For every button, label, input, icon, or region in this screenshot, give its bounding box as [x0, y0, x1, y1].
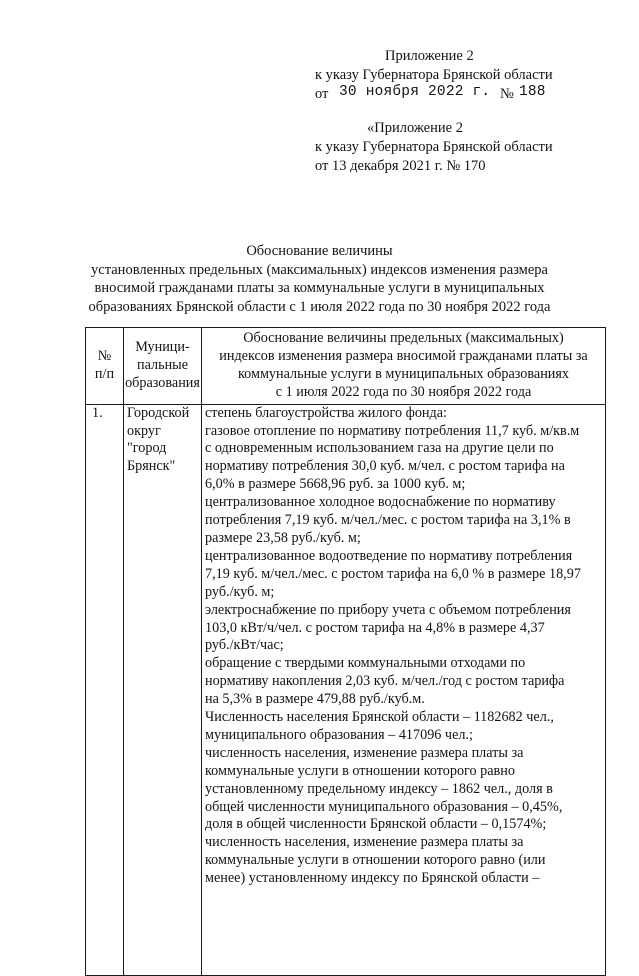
table-row — [86, 404, 606, 975]
justification-line: коммунальные услуги в отношении которого равно (или — [205, 852, 546, 869]
row-justification — [202, 404, 606, 975]
municipality-line: Городской — [127, 404, 190, 421]
municipality-line: "город — [127, 440, 167, 457]
row-number: 1. — [86, 404, 124, 975]
header-justification-line: Обоснование величины предельных (максимальных) — [243, 330, 564, 346]
justification-table — [85, 327, 606, 976]
justification-line: электроснабжение по прибору учета с объемом потребления — [205, 601, 571, 618]
appendix-new-date-stamp: 30 ноября 2022 г. — [339, 84, 491, 100]
title-line-2: установленных предельных (максимальных) индексов изменения размера — [91, 261, 548, 278]
appendix-new-line2: к указу Губернатора Брянской области — [315, 67, 553, 83]
justification-line: муниципального образования – 417096 чел.; — [205, 726, 473, 743]
justification-line: централизованное холодное водоснабжение по нормативу — [205, 494, 556, 511]
justification-line: обращение с твердыми коммунальными отходами по — [205, 655, 526, 672]
appendix-old-line3: от 13 декабря 2021 г. № 170 — [315, 158, 486, 174]
justification-line: численность населения, изменение размера платы за — [205, 834, 524, 851]
header-justification-line: коммунальные услуги в муниципальных образованиях — [237, 365, 570, 382]
justification-line: степень благоустройства жилого фонда: — [205, 404, 447, 421]
header-municipality-line: Муници- — [135, 338, 190, 355]
municipality-line: округ — [127, 422, 161, 439]
appendix-old-line1: «Приложение 2 — [367, 120, 463, 136]
appendix-new-date-prefix: от — [315, 86, 329, 102]
header-num — [86, 328, 124, 405]
appendix-new-number-sign: № — [500, 86, 514, 102]
header-justification-line: с 1 июля 2022 года по 30 ноября 2022 года — [275, 383, 532, 400]
header-justification — [202, 328, 606, 405]
justification-line: 6,0% в размере 5668,96 руб. за 1000 куб. м; — [205, 476, 466, 493]
justification-line: централизованное водоотведение по нормативу потребления — [205, 547, 573, 564]
title-line-1: Обоснование величины — [246, 243, 393, 259]
header-municipality-line: образования — [125, 374, 200, 391]
justification-line: коммунальные услуги в отношении которого равно — [205, 762, 515, 779]
row-municipality — [124, 404, 202, 975]
justification-line: руб./куб. м; — [205, 583, 275, 600]
header-municipality-line: пальные — [137, 356, 188, 373]
justification-line: нормативу потребления 30,0 куб. м/чел. с ростом тарифа на — [205, 458, 565, 475]
title-line-3: вносимой гражданами платы за коммунальные услуги в муниципальных — [94, 280, 545, 296]
justification-line: газовое отопление по нормативу потребления 11,7 куб. м/кв.м — [205, 422, 580, 439]
header-num-line: № — [97, 347, 112, 364]
justification-line: размере 23,58 руб./куб. м; — [205, 529, 361, 546]
title-line-4: образованиях Брянской области с 1 июля 2022 года по 30 ноября 2022 года — [88, 298, 551, 315]
header-num-line: п/п — [94, 365, 115, 382]
justification-line: с одновременным использованием газа на другие цели по — [205, 440, 554, 457]
justification-line: менее) установленному индексу по Брянской области – — [205, 870, 540, 887]
justification-line: руб./кВт/час; — [205, 637, 284, 654]
justification-line: 103,0 кВт/ч/чел. с ростом тарифа на 4,8% в размере 4,37 — [205, 619, 545, 636]
justification-line: потребления 7,19 куб. м/чел./мес. с ростом тарифа на 3,1% в — [205, 512, 571, 529]
header-justification-line: индексов изменения размера вносимой гражданами платы за — [219, 347, 588, 364]
document-title — [0, 242, 639, 316]
justification-line: нормативу накопления 2,03 куб. м/чел./год с ростом тарифа — [205, 673, 565, 690]
justification-line: численность населения, изменение размера платы за — [205, 744, 524, 761]
justification-line: на 5,3% в размере 479,88 руб./куб.м. — [205, 691, 425, 708]
header-municipality — [124, 328, 202, 405]
appendix-new-line1: Приложение 2 — [385, 48, 474, 64]
justification-line: 7,19 куб. м/чел./мес. с ростом тарифа на 6,0 % в размере 18,97 — [205, 565, 581, 582]
table-header-row — [86, 328, 606, 405]
appendix-new-number-stamp: 188 — [519, 84, 546, 100]
appendix-old-line2: к указу Губернатора Брянской области — [315, 139, 553, 155]
municipality-line: Брянск" — [127, 458, 176, 475]
justification-line: установленному предельному индексу – 1862 чел., доля в — [205, 780, 553, 797]
justification-line: Численность населения Брянской области – 1182682 чел., — [205, 709, 554, 726]
justification-line: общей численности муниципального образования – 0,45%, — [205, 798, 563, 815]
justification-line: доля в общей численности Брянской области – 0,1574%; — [205, 816, 547, 833]
